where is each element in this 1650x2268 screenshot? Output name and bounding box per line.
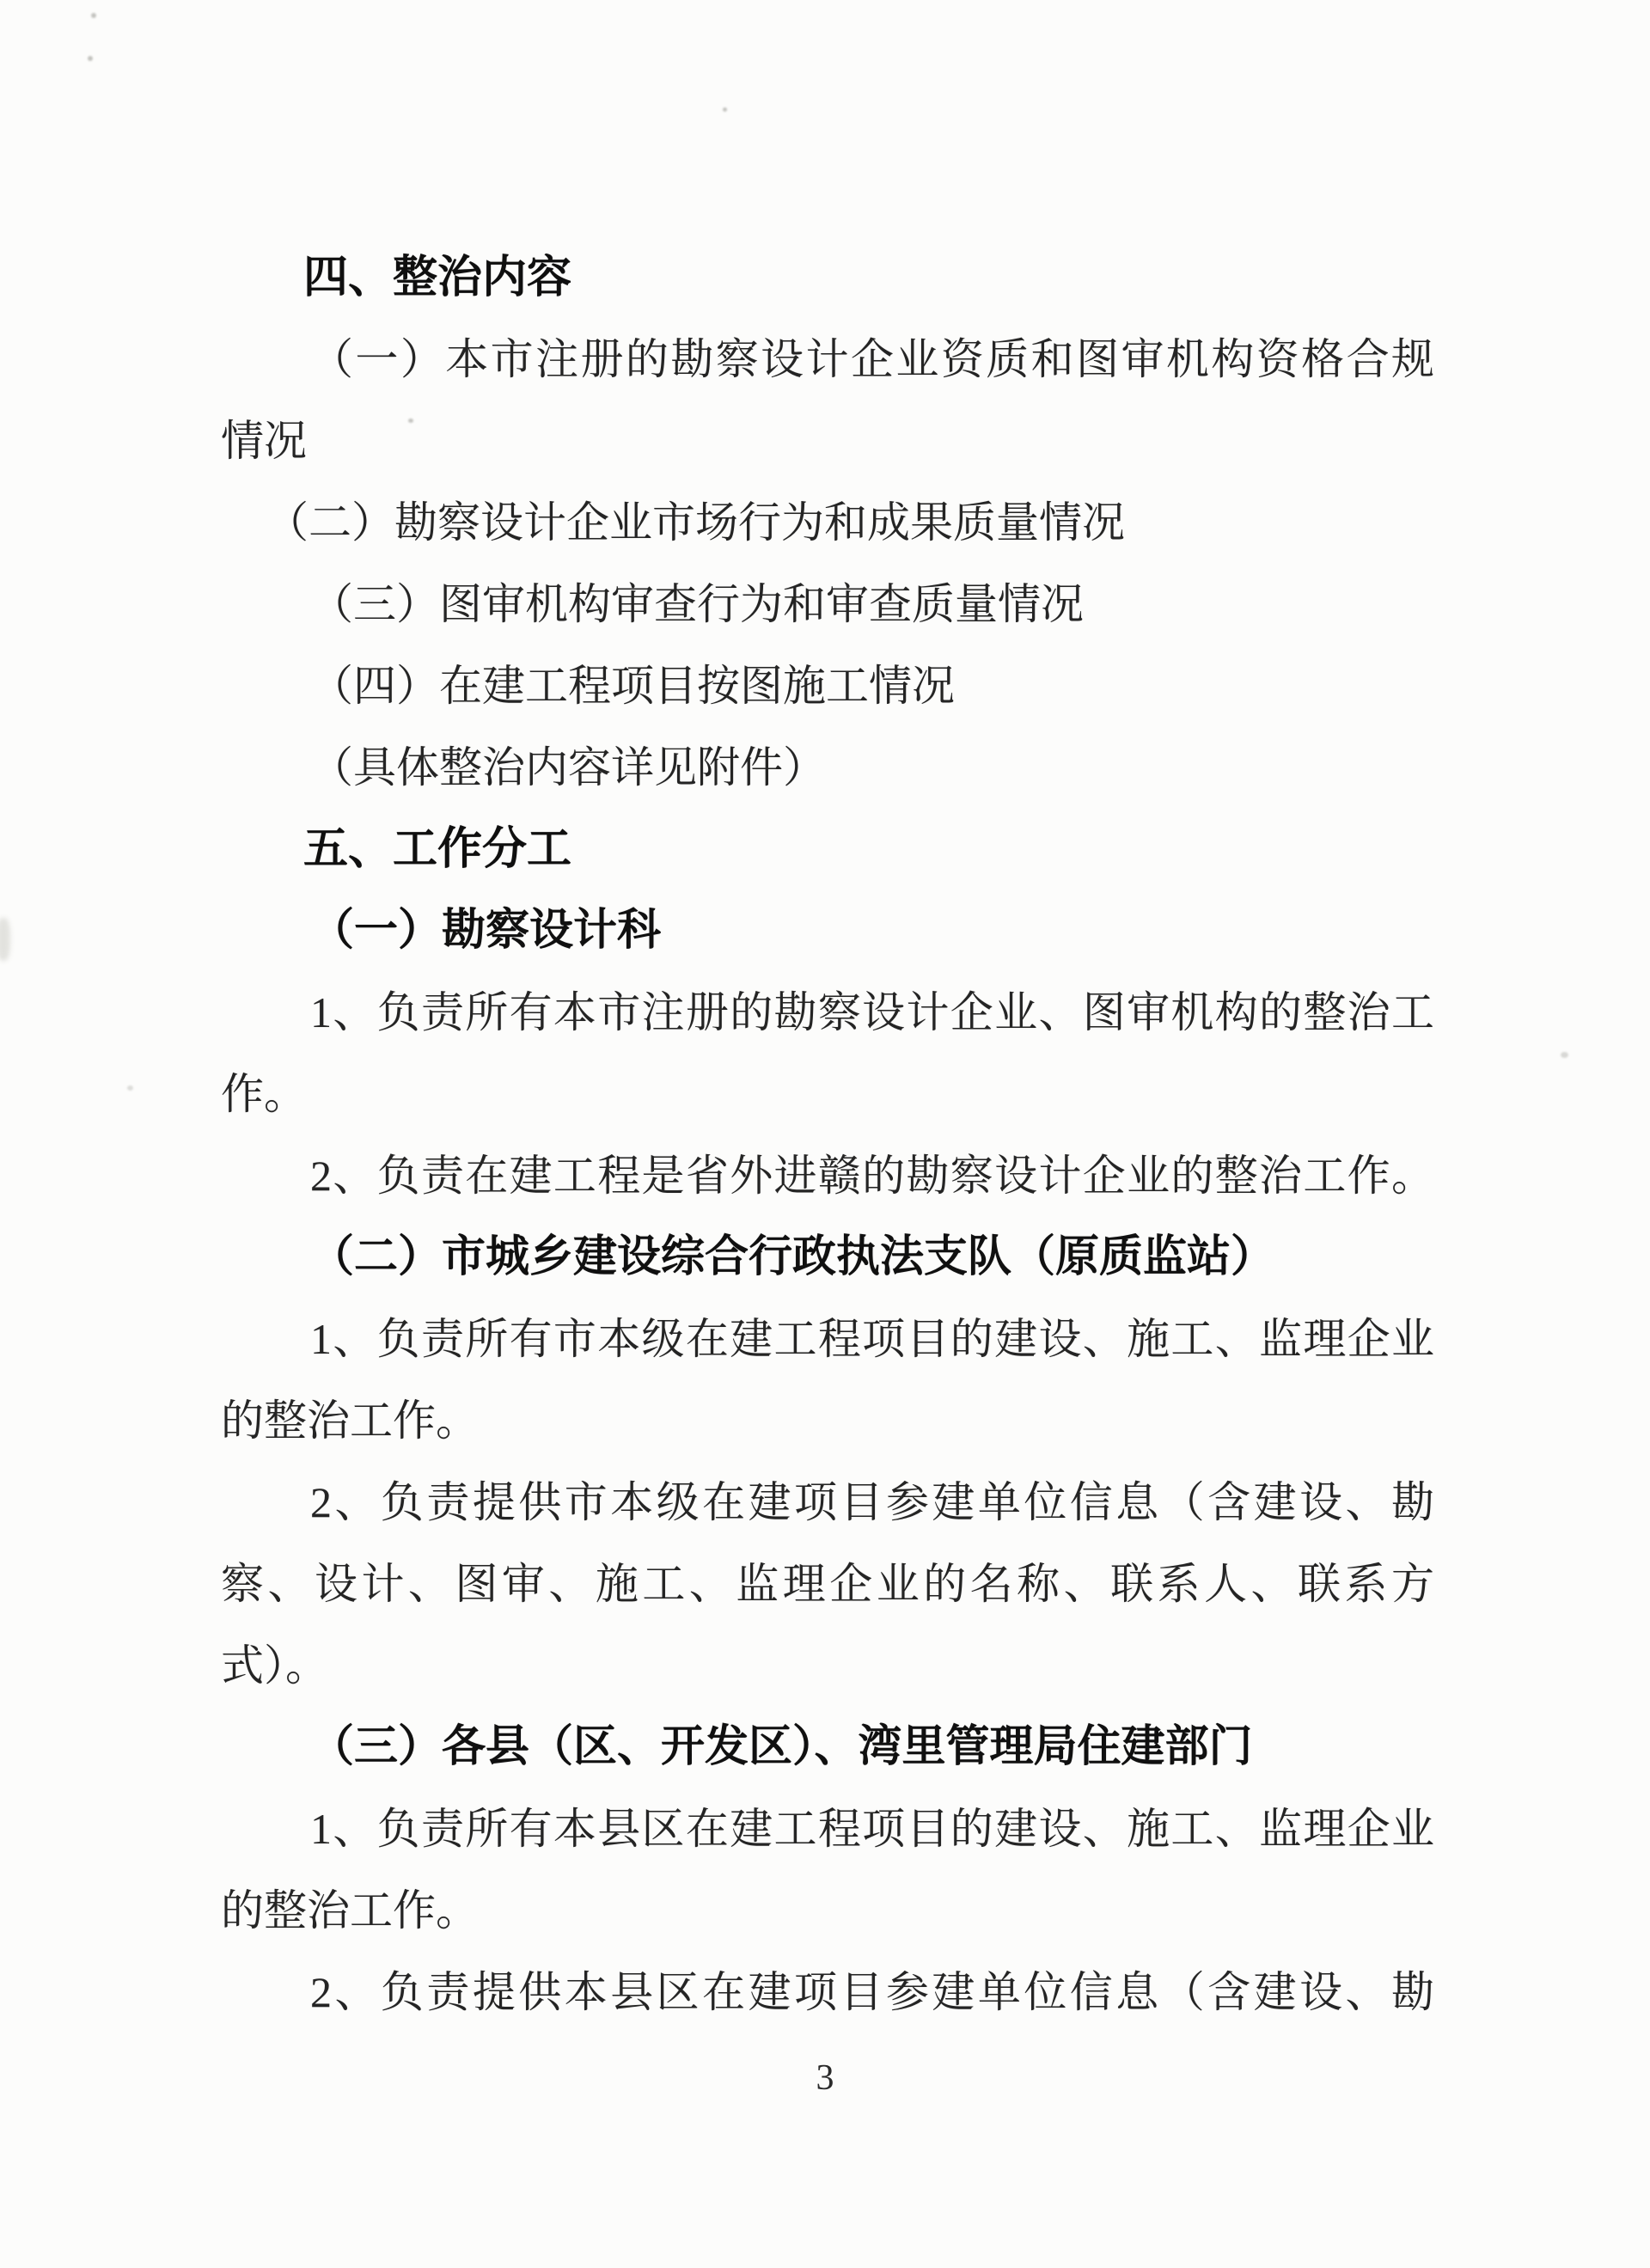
item-4-3: （三）图审机构审查行为和审查质量情况	[310, 580, 1084, 628]
para-5-3-1-line-2: 的整治工作。	[221, 1886, 479, 1935]
document-body	[221, 237, 1434, 2033]
scan-noise-dot	[723, 107, 727, 112]
para-5-3-2-line-1: 2、负责提供本县区在建项目参建单位信息（含建设、勘	[310, 1968, 1434, 2016]
scan-noise-dot	[88, 56, 93, 61]
para-5-1-1-line-2: 作。	[221, 1070, 307, 1118]
item-4-1-line-2: 情况	[221, 417, 307, 465]
heading-section-5: 五、工作分工	[303, 824, 572, 874]
scan-noise-dot	[1561, 1052, 1568, 1058]
para-5-2-2-line-1: 2、负责提供市本级在建项目参建单位信息（含建设、勘	[310, 1478, 1434, 1526]
scan-noise-dot	[408, 419, 413, 423]
para-5-2-1-line-2: 的整治工作。	[221, 1397, 479, 1445]
note-see-attachment: （具体整治内容详见附件）	[310, 743, 826, 792]
scan-noise-dot	[127, 1085, 133, 1091]
subheading-5-2: （二）市城乡建设综合行政执法支队（原质监站）	[310, 1233, 1275, 1281]
para-5-3-1-line-1: 1、负责所有本县区在建工程项目的建设、施工、监理企业	[310, 1805, 1434, 1853]
para-5-1-1-line-1: 1、负责所有本市注册的勘察设计企业、图审机构的整治工	[310, 988, 1434, 1036]
para-5-1-2: 2、负责在建工程是省外进赣的勘察设计企业的整治工作。	[310, 1152, 1434, 1200]
item-4-2: （二）勘察设计企业市场行为和成果质量情况	[266, 498, 1125, 547]
page-number: 3	[816, 2058, 834, 2098]
item-4-1-line-1: （一）本市注册的勘察设计企业资质和图审机构资格合规	[310, 335, 1434, 383]
subheading-5-1: （一）勘察设计科	[310, 907, 662, 955]
scan-noise-dot	[91, 13, 96, 18]
item-4-4: （四）在建工程项目按图施工情况	[310, 662, 955, 710]
scan-smudge	[0, 918, 10, 961]
para-5-2-2-line-3: 式）。	[221, 1641, 328, 1690]
heading-section-4: 四、整治内容	[303, 253, 572, 303]
subheading-5-3: （三）各县（区、开发区）、湾里管理局住建部门	[310, 1723, 1253, 1771]
para-5-2-2-line-2: 察、设计、图审、施工、监理企业的名称、联系人、联系方	[221, 1560, 1434, 1608]
para-5-2-1-line-1: 1、负责所有市本级在建工程项目的建设、施工、监理企业	[310, 1315, 1434, 1363]
